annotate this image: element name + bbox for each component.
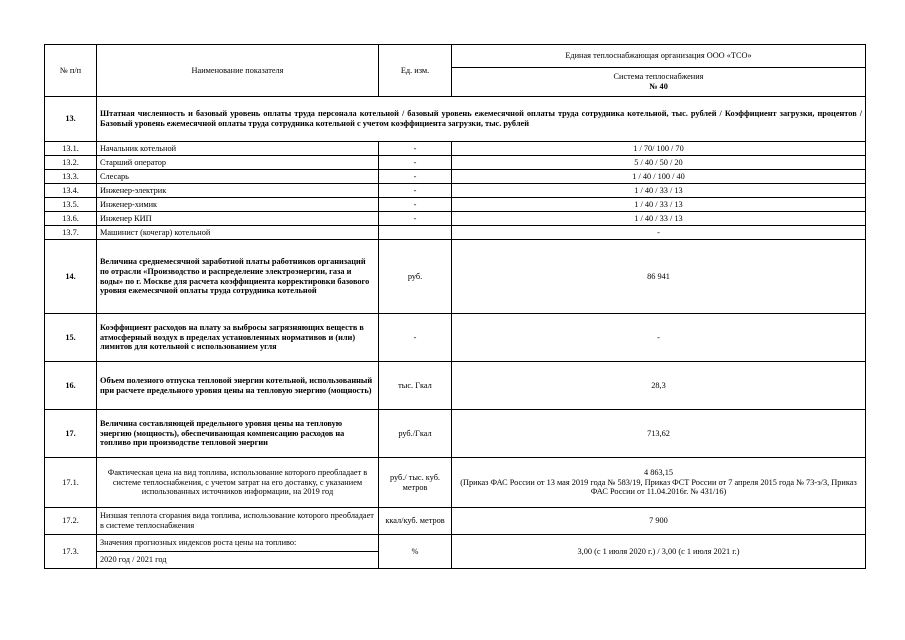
- table-row: 13.7. Машинист (кочегар) котельной -: [45, 226, 866, 240]
- forecast-label: Значения прогнозных индексов роста цены на топливо:: [97, 535, 379, 552]
- row-13-num: 13.: [45, 97, 97, 142]
- table-row: 17.1. Фактическая цена на вид топлива, использование которого преобладает в системе теплоснабжения, с учетом затрат на его доставку, с указанием использованных источников информации, на 2019 год руб./ тыс. куб. метров 4 863,15 (Приказ ФАС России от 13 мая 2019 года № 583/19, Приказ ФСТ России от 7 апреля 2015 года № 73-э/3, Приказ ФАС России от 11.04.2016г. № 431/16): [45, 458, 866, 508]
- table-row: 13.6. Инженер КИП - 1 / 40 / 33 / 13: [45, 212, 866, 226]
- header-unit: Ед. изм.: [379, 45, 452, 97]
- table-row: 13.3. Слесарь - 1 / 40 / 100 / 40: [45, 170, 866, 184]
- table-row: 17.2. Низшая теплота сгорания вида топлива, использование которого преобладает в системе теплоснабжения ккал/куб. метров 7 900: [45, 508, 866, 535]
- table-row: 14. Величина среднемесячной заработной платы работников организаций по отрасли «Производство и распределение электроэнергии, газа и воды» по г. Москве для расчета коэффициента корректировки базового уровня ежемесячной оплаты труда сотрудника котельной руб. 86 941: [45, 240, 866, 314]
- header-org: Единая теплоснабжающая организация ООО «ТСО»: [452, 45, 866, 68]
- fuel-price-value: 4 863,15: [643, 467, 674, 477]
- row-13-text: Штатная численность и базовый уровень оплаты труда персонала котельной / базовый уровень ежемесячной оплаты труда сотрудника котельной, тыс. рублей / Коэффициент загрузки, процентов / Базовый уровень ежемесячной оплаты труда сотрудника котельной с учетом коэффициента загрузки, тыс. рублей: [97, 97, 866, 142]
- tariff-table: [44, 44, 866, 569]
- table-row: 13.5. Инженер-химик - 1 / 40 / 33 / 13: [45, 198, 866, 212]
- header-system: [452, 68, 866, 97]
- header-name: Наименование показателя: [97, 45, 379, 97]
- table-row: 17. Величина составляющей предельного уровня цены на тепловую энергию (мощность), обеспечивающая компенсацию расходов на топливо при производстве тепловой энергии руб./Гкал 713,62: [45, 410, 866, 458]
- header-num: № п/п: [45, 45, 97, 97]
- table-row: 17.3. Значения прогнозных индексов роста цены на топливо: % 3,00 (с 1 июля 2020 г.) / 3,00 (с 1 июля 2021 г.): [45, 535, 866, 552]
- header-system-number: № 40: [649, 82, 668, 91]
- fuel-price-source: (Приказ ФАС России от 13 мая 2019 года № 583/19, Приказ ФСТ России от 7 апреля 2015 года № 73-э/3, Приказ ФАС России от 11.04.2016г. № 431/16): [460, 477, 857, 497]
- table-row: 13.2. Старший оператор - 5 / 40 / 50 / 20: [45, 156, 866, 170]
- table-row: 13.1. Начальник котельной - 1 / 70/ 100 / 70: [45, 142, 866, 156]
- forecast-years: 2020 год / 2021 год: [97, 552, 379, 569]
- table-row: 16. Объем полезного отпуска тепловой энергии котельной, использованный при расчете предельного уровня цены на тепловую энергию (мощность) тыс. Гкал 28,3: [45, 362, 866, 410]
- table-row: 15. Коэффициент расходов на плату за выбросы загрязняющих веществ в атмосферный воздух в пределах установленных нормативов и (или) лимитов для котельной с использованием угля - -: [45, 314, 866, 362]
- table-row: 13.4. Инженер-электрик - 1 / 40 / 33 / 13: [45, 184, 866, 198]
- header-system-label: Система теплоснабжения: [613, 72, 704, 82]
